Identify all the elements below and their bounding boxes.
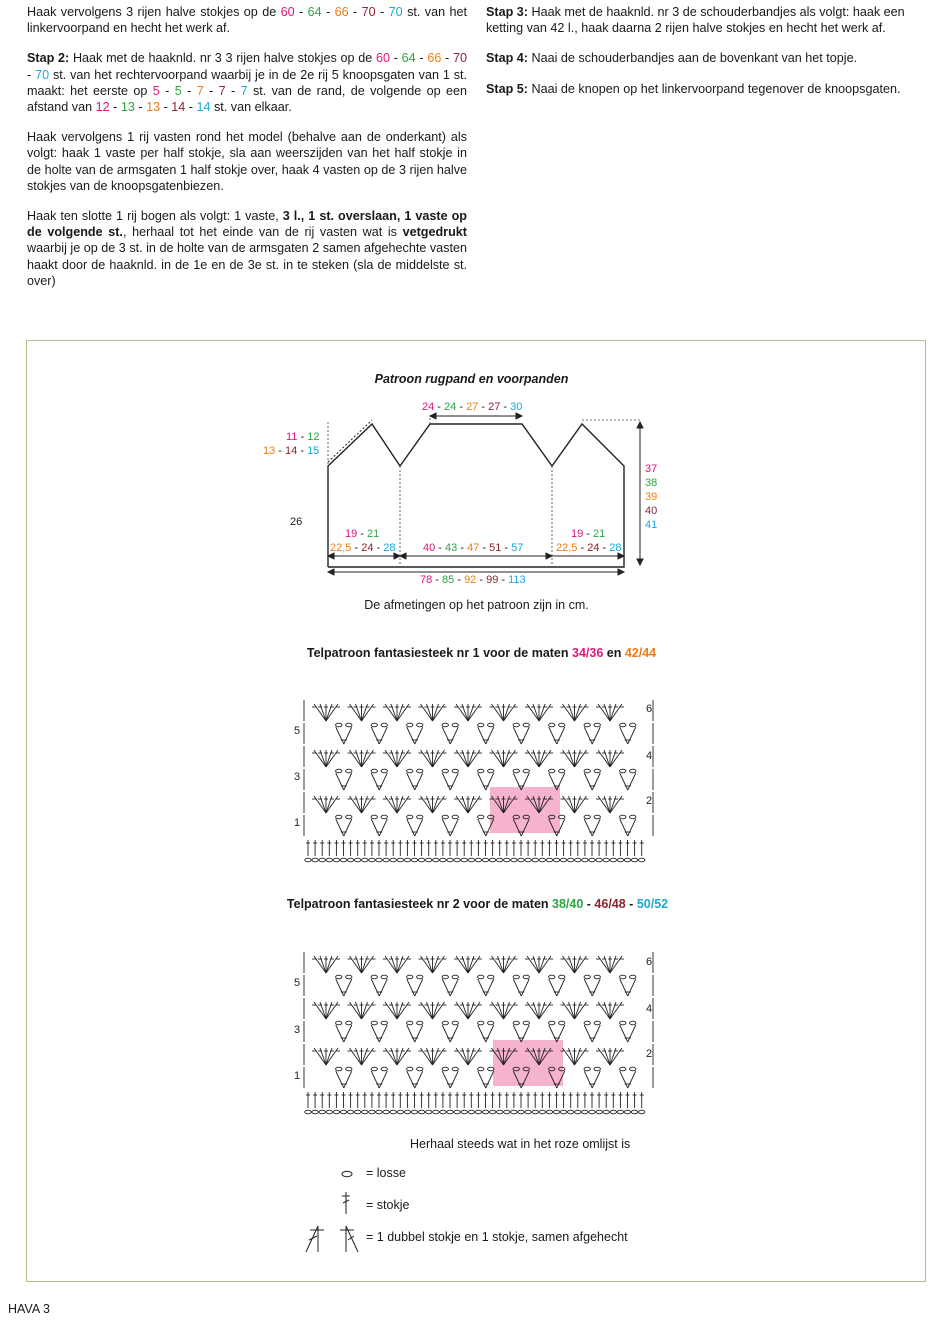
left-height-label: 26: [290, 516, 303, 528]
chart2-row-label-4: 4: [646, 1003, 653, 1015]
chart2-title: Telpatroon fantasiesteek nr 2 voor de maten 38/40 - 46/48 - 50/52: [286, 897, 669, 911]
front-left-label-a: 19 - 21: [345, 528, 380, 540]
legend-cluster: = 1 dubbel stokje en 1 stokje, samen afgehecht: [366, 1230, 628, 1244]
paragraph-step-3: Stap 3: Haak met de haaknld. nr 3 de schouderbandjes als volgt: haak een ketting van 42 l., haak daarna 2 rijen halve stokjes en hecht het werk af.: [486, 5, 905, 36]
legend-double-crochet: = stokje: [366, 1198, 410, 1212]
cluster-symbol-left: [306, 1226, 324, 1252]
legend-chain: = losse: [366, 1166, 406, 1180]
chart2-row-label-1: 1: [294, 1070, 301, 1082]
chart1-row-label-4: 4: [646, 750, 653, 762]
back-width-label: 40 - 43 - 47 - 51 - 57: [423, 542, 524, 554]
cluster-symbol-right: [340, 1226, 358, 1252]
chart1-row-label-3: 3: [294, 771, 301, 783]
total-width-label: 78 - 85 - 92 - 99 - 113: [420, 574, 526, 586]
repeat-note: Herhaal steeds wat in het roze omlijst is: [410, 1137, 631, 1151]
shoulder-label-a: 11 - 12: [286, 431, 320, 443]
chart2-row-label-5: 5: [294, 977, 301, 989]
page-footer: HAVA 3: [8, 1302, 50, 1316]
schematic-title: Patroon rugpand en voorpanden: [374, 372, 569, 386]
paragraph-single-crochet-row: Haak vervolgens 1 rij vasten rond het model (behalve aan de onderkant) als volgt: haak 1 vaste per half stokje, sla aan weerszijden van het half stokje in de holte van de armsgaten 1 half stokje over, haak 4 vasten op de 3 rijen halve stokjes van de knoopsgatenbiezen.: [27, 130, 467, 193]
paragraph-step-5: Stap 5: Naai de knopen op het linkervoorpand tegenover de knoopsgaten.: [486, 81, 901, 96]
front-left-label-b: 22,5 - 24 - 28: [330, 542, 396, 554]
schematic-caption: De afmetingen op het patroon zijn in cm.: [364, 598, 589, 612]
chart1-row-label-5: 5: [294, 725, 301, 737]
front-right-label-a: 19 - 21: [571, 528, 606, 540]
chart1-title: Telpatroon fantasiesteek nr 1 voor de maten 34/36 en 42/44: [306, 646, 657, 660]
paragraph-step-2: Stap 2: Haak met de haaknld. nr 3 3 rijen halve stokjes op de 60 - 64 - 66 - 70 - 70 st. van het rechtervoorpand waarbij je in de 2e rij 5 knoopsgaten van 1 st. maakt: het eerste op 5 - 5 - 7 - 7 - 7 st. van de rand, de volgende op een afstand van 12 - 13 - 13 - 14 - 14 st. van elkaar.: [27, 51, 468, 115]
paragraph-intro: Haak vervolgens 3 rijen halve stokjes op de 60 - 64 - 66 - 70 - 70 st. van het linkervoorpand en hecht het werk af.: [27, 5, 467, 36]
right-height-label: 37 38 39 40 41: [645, 463, 658, 531]
front-right-label-b: 22,5 - 24 - 28: [556, 542, 622, 554]
paragraph-arches-row: Haak ten slotte 1 rij bogen als volgt: 1 vaste, 3 l., 1 st. overslaan, 1 vaste op de volgende st., herhaal tot het einde van de rij vasten wat is vetgedrukt waarbij je op de 3 st. in de holte van de armsgaten 2 samen afgehechte vasten haakt door de haaknld. in de 1e en de 3e st. in te steken (sla de middelste st. over): [27, 209, 467, 288]
neck-width-label: 24 - 24 - 27 - 27 - 30: [422, 401, 523, 413]
shoulder-label-b: 13 - 14 - 15: [263, 445, 320, 457]
chart1-row-label-2: 2: [646, 795, 653, 807]
chart1-row-label-1: 1: [294, 817, 301, 829]
chain-symbol: [342, 1171, 352, 1177]
chart1-row-label-6: 6: [646, 703, 653, 715]
paragraph-step-4: Stap 4: Naai de schouderbandjes aan de bovenkant van het topje.: [486, 51, 858, 66]
chart2-row-label-6: 6: [646, 956, 653, 968]
chart2-row-label-2: 2: [646, 1048, 653, 1060]
double-crochet-symbol: [342, 1192, 350, 1214]
chart2-row-label-3: 3: [294, 1024, 301, 1036]
